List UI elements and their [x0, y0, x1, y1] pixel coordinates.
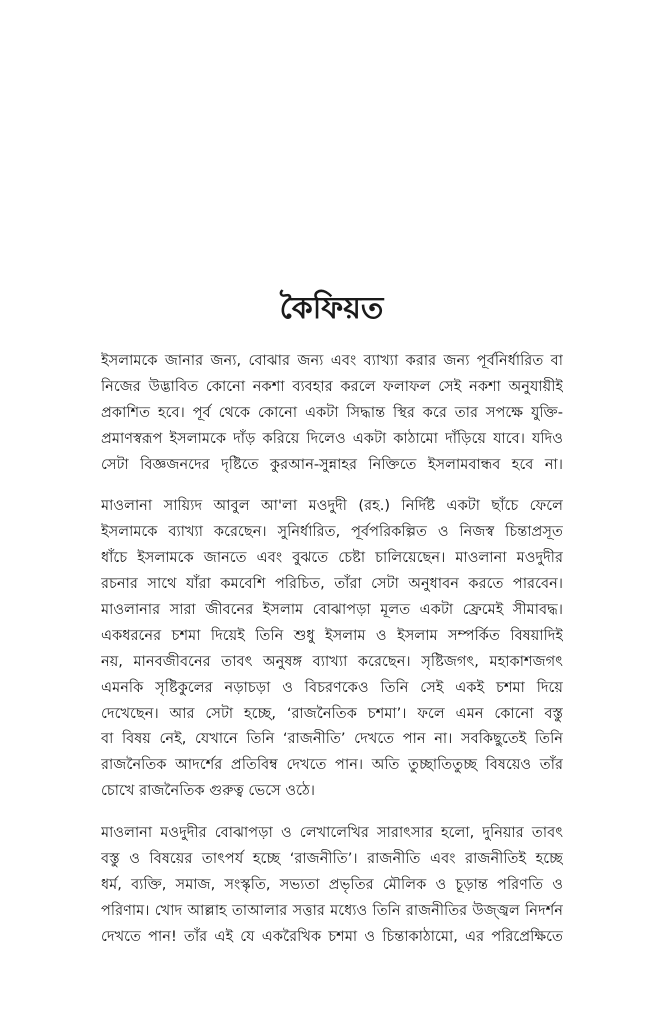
text-line: ধর্ম, ব্যক্তি, সমাজ, সংস্কৃতি, সভ্যতা প্রভৃতির মৌলিক ও চূড়ান্ত পরিণতি ও — [101, 875, 563, 893]
text-line: রাজনৈতিক আদর্শের প্রতিবিম্ব দেখতে পান। অতি তুচ্ছাতিতুচ্ছ বিষয়েও তাঁর — [101, 756, 563, 774]
paragraph-3 — [101, 820, 563, 949]
text-line: বস্তু ও বিষয়ের তাৎপর্য হচ্ছে ‘রাজনীতি’। রাজনীতি এবং রাজনীতিই হচ্ছে — [101, 850, 563, 868]
text-line: নিজের উদ্ভাবিত কোনো নকশা ব্যবহার করলে ফলাফল সেই নকশা অনুযায়ীই — [101, 377, 563, 395]
text-line: প্রকাশিত হবে। পূর্ব থেকে কোনো একটা সিদ্ধান্ত স্থির করে তার সপক্ষে যুক্তি- — [101, 403, 563, 421]
text-line: চোখে রাজনৈতিক গুরুত্ব ভেসে ওঠে। — [101, 782, 315, 800]
text-line: দেখতে পান! তাঁর এই যে একরৈখিক চশমা ও চিন্তাকাঠামো, এর পরিপ্রেক্ষিতে — [101, 927, 563, 945]
text-line: মাওলানা মওদুদীর বোঝাপড়া ও লেখালেখির সারাৎসার হলো, দুনিয়ার তাবৎ — [101, 824, 563, 842]
text-line: প্রমাণস্বরূপ ইসলামকে দাঁড় করিয়ে দিলেও একটা কাঠামো দাঁড়িয়ে যাবে। যদিও — [101, 429, 563, 447]
body-text — [101, 348, 563, 966]
text-line: বা বিষয় নেই, যেখানে তিনি ‘রাজনীতি’ দেখতে পান না। সবকিছুতেই তিনি — [101, 730, 563, 748]
text-line: মাওলানা সায়্যিদ আবুল আ'লা মওদুদী (রহ.) নির্দিষ্ট একটা ছাঁচে ফেলে — [101, 497, 563, 515]
paragraph-2 — [101, 493, 563, 804]
text-line: দেখেছেন। আর সেটা হচ্ছে, ‘রাজনৈতিক চশমা’। ফলে এমন কোনো বস্তু — [101, 704, 563, 722]
text-line: ইসলামকে জানার জন্য, বোঝার জন্য এবং ব্যাখ্যা করার জন্য পূর্বনির্ধারিত বা — [101, 352, 563, 369]
text-line: পরিণাম। খোদ আল্লাহ তাআলার সত্তার মধ্যেও তিনি রাজনীতির উজ্জ্বল নিদর্শন — [101, 901, 563, 919]
text-line: নয়, মানবজীবনের তাবৎ অনুষঙ্গ ব্যাখ্যা করেছেন। সৃষ্টিজগৎ, মহাকাশজগৎ — [101, 652, 563, 670]
text-line: সেটা বিজ্ঞজনদের দৃষ্টিতে কুরআন-সুন্নাহর নিক্তিতে ইসলামবান্ধব হবে না। — [101, 455, 563, 473]
text-line: ইসলামকে ব্যাখ্যা করেছেন। সুনির্ধারিত, পূর্বপরিকল্পিত ও নিজস্ব চিন্তাপ্রসূত — [101, 523, 563, 541]
paragraph-1 — [101, 348, 563, 477]
text-line: রচনার সাথে যাঁরা কমবেশি পরিচিত, তাঁরা সেটা অনুধাবন করতে পারবেন। — [101, 575, 563, 593]
text-line: ধাঁচে ইসলামকে জানতে এবং বুঝতে চেষ্টা চালিয়েছেন। মাওলানা মওদুদীর — [101, 549, 563, 567]
chapter-title: কৈফিয়ত — [279, 291, 384, 326]
text-line: এমনকি সৃষ্টিকুলের নড়াচড়া ও বিচরণকেও তিনি সেই একই চশমা দিয়ে — [101, 678, 563, 696]
text-line: একধরনের চশমা দিয়েই তিনি শুধু ইসলাম ও ইসলাম সম্পর্কিত বিষয়াদিই — [101, 626, 563, 644]
text-line: মাওলানার সারা জীবনের ইসলাম বোঝাপড়া মূলত একটা ফ্রেমেই সীমাবদ্ধ। — [101, 601, 563, 619]
